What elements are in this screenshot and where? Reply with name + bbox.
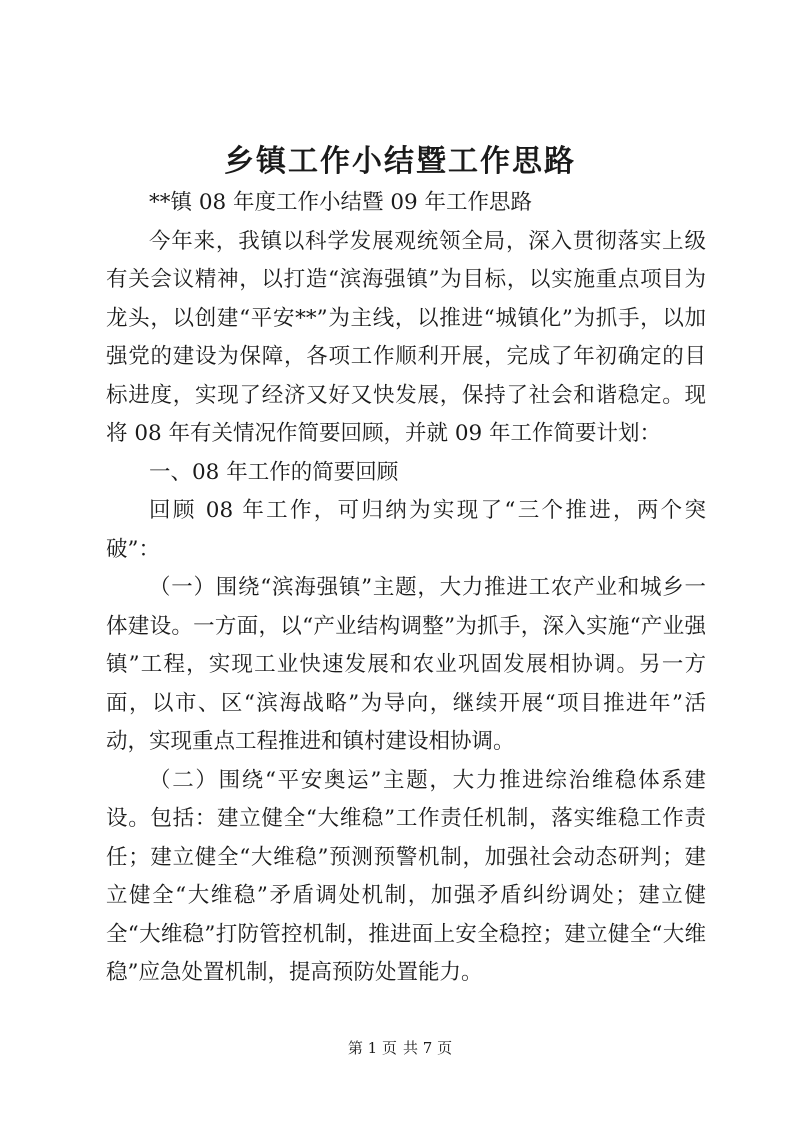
document-title: 乡镇工作小结暨工作思路 (224, 144, 576, 179)
page-footer (0, 1037, 800, 1059)
section-heading: 一、08 年工作的简要回顾 (149, 459, 399, 485)
paragraph-point-1: （一）围绕“滨海强镇”主题，大力推进工农产业和城乡一体建设。一方面，以“产业结构调整”为抓手，深入实施“产业强镇”工程，实现工业快速发展和农业巩固发展相协调。另一方面，以市、区“滨海战略”为导向，继续开展“项目推进年”活动，实现重点工程推进和镇村建设相协调。 (106, 575, 706, 754)
document-body (106, 184, 706, 993)
paragraph-intro: 今年来，我镇以科学发展观统领全局，深入贯彻落实上级有关会议精神，以打造“滨海强镇”为目标，以实施重点项目为龙头，以创建“平安**”为主线，以推进“城镇化”为抓手，以加强党的建设为保障，各项工作顺利开展，完成了年初确定的目标进度，实现了经济又好又快发展，保持了社会和谐稳定。现将 08 年有关情况作简要回顾，并就 09 年工作简要计划： (106, 228, 706, 446)
page-total: 共 7 页 (403, 1039, 453, 1057)
paragraph-point-2: （二）围绕“平安奥运”主题，大力推进综治维稳体系建设。包括：建立健全“大维稳”工作责任机制，落实维稳工作责任；建立健全“大维稳”预测预警机制，加强社会动态研判；建立健全“大维稳”矛盾调处机制，加强矛盾纠纷调处；建立健全“大维稳”打防管控机制，推进面上安全稳控；建立健全“大维稳”应急处置机制，提高预防处置能力。 (106, 767, 706, 985)
paragraph-summary: 回顾 08 年工作，可归纳为实现了“三个推进，两个突破”： (106, 498, 706, 562)
page-number: 第 1 页 (347, 1039, 397, 1057)
document-subtitle: **镇 08 年度工作小结暨 09 年工作思路 (149, 190, 533, 215)
